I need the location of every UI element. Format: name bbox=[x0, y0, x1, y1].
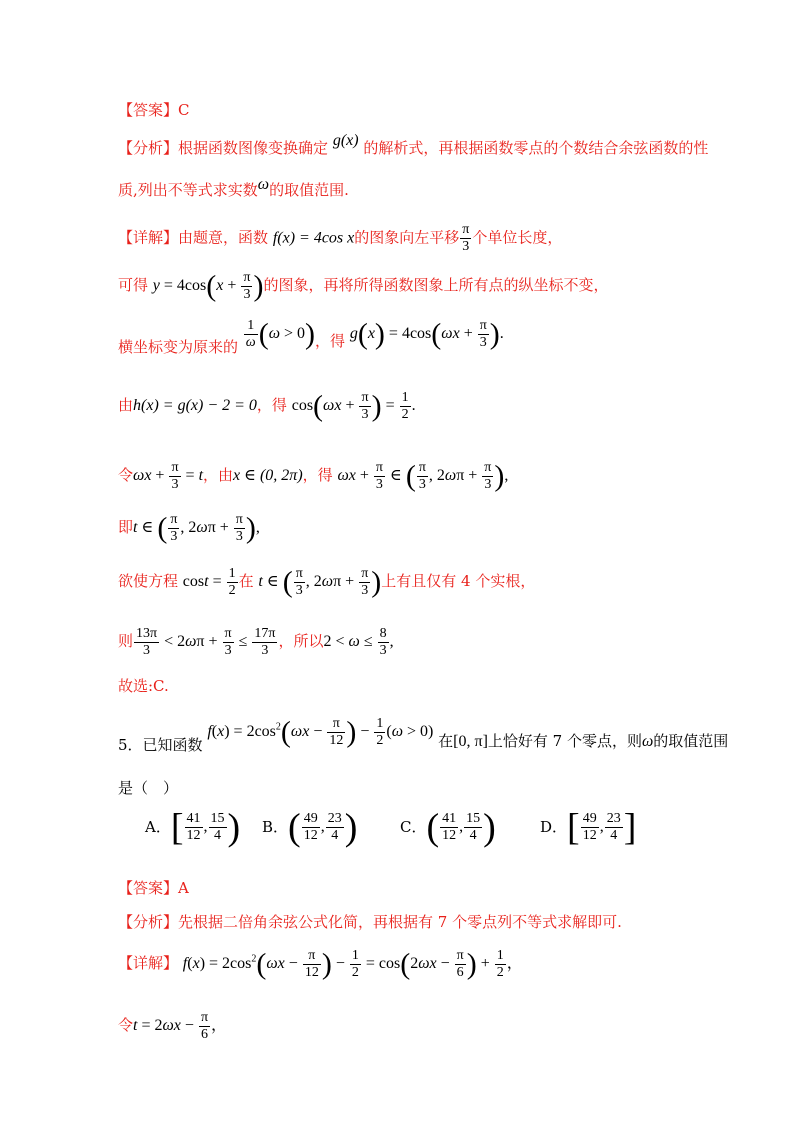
q5-analysis-line bbox=[118, 912, 622, 932]
answer-tag: 【答案】 bbox=[118, 101, 179, 119]
detail-line-1 bbox=[118, 222, 562, 255]
detail-text: 由 bbox=[118, 396, 134, 415]
option-label: A． bbox=[145, 818, 171, 837]
analysis-text: 根据函数图像变换确定 bbox=[178, 139, 329, 157]
math-omega: ω bbox=[641, 733, 654, 751]
detail-line-7 bbox=[118, 566, 535, 599]
detail-text: 由题意，函数 bbox=[178, 228, 269, 247]
math-t-def: ωx + $\frac{\pi}{3}$ = t bbox=[133, 460, 204, 492]
option-label: D． bbox=[540, 818, 568, 837]
math-q5-simplify: $f(x) = 2\cos^2(\omega x$ − $\frac{\pi}{12}$ ) − $\frac{1}{2}$ = cos(2ωx − $\frac{\pi}{6}$ ) + $\frac{1}{2}$ bbox=[182, 947, 504, 981]
math-cost-eq: cost = $\frac{1}{2}$ bbox=[182, 566, 236, 598]
analysis-text: 先根据二倍角余弦公式化简，再根据有 7 个零点列不等式求解即可. bbox=[178, 913, 622, 931]
analysis-text-3: 质,列出不等式求实数 bbox=[118, 181, 258, 199]
detail-text: 令 bbox=[118, 1016, 134, 1035]
detail-line-4 bbox=[118, 390, 416, 423]
analysis-line bbox=[118, 132, 709, 159]
answer-line bbox=[118, 100, 190, 120]
q5-answer-line bbox=[118, 878, 189, 898]
detail-line-3 bbox=[118, 317, 504, 357]
punct: ， bbox=[506, 955, 523, 973]
math-interval: [0, π] bbox=[453, 733, 488, 751]
detail-text: 则 bbox=[118, 632, 134, 651]
math-hx: h(x) = g(x) − 2 = 0 bbox=[133, 397, 257, 415]
analysis-tag: 【分析】 bbox=[118, 139, 179, 157]
detail-text: ，得 bbox=[315, 332, 346, 351]
math-omega-range: 2 < ω ≤ $\frac{8}{3}$ , bbox=[323, 626, 394, 658]
detail-tag: 【详解】 bbox=[118, 954, 179, 973]
detail-text: 横坐标变为原来的 bbox=[118, 338, 239, 357]
answer-value: C bbox=[178, 101, 190, 119]
stem-text: 的取值范围 bbox=[653, 732, 729, 751]
math-range-expr: ωx + $\frac{\pi}{3}$ ∈ ( $\frac{\pi}{3}$ , 2ωπ + $\frac{\pi}{3}$ ), bbox=[337, 459, 509, 493]
answer-tag: 【答案】 bbox=[118, 879, 179, 897]
stem-text: 在 bbox=[438, 732, 454, 751]
option-math: ( $\frac{41}{12}$ , $\frac{15}{4}$ ) bbox=[426, 806, 496, 848]
analysis-text-4: 的取值范围. bbox=[269, 181, 349, 199]
analysis-tag: 【分析】 bbox=[118, 913, 179, 931]
analysis-line-2 bbox=[118, 176, 349, 201]
punct: ， bbox=[211, 1017, 228, 1035]
detail-line-5 bbox=[118, 460, 508, 493]
math-t-range-2: t ∈ ( $\frac{\pi}{3}$ , 2ωπ + $\frac{\pi}{3}$ ) bbox=[258, 565, 382, 599]
math-gx: g(x) bbox=[332, 132, 359, 149]
detail-text: 欲使方程 bbox=[118, 572, 179, 591]
question-5-stem-2 bbox=[118, 778, 178, 798]
option-math: [ $\frac{49}{12}$ , $\frac{23}{4}$ ] bbox=[567, 806, 637, 848]
detail-line-9 bbox=[118, 676, 169, 696]
math-gx-expr: g(x) = 4cos(ωx + $\frac{\pi}{3}$ ). bbox=[349, 317, 504, 351]
math-x-range: x ∈ (0, 2π) bbox=[233, 467, 303, 485]
detail-text: 上有且仅有 4 个实根， bbox=[381, 572, 536, 591]
option-math: [ $\frac{41}{12}$ , $\frac{15}{4}$ ) bbox=[170, 806, 241, 848]
detail-text: 即 bbox=[118, 518, 134, 537]
option-a[interactable] bbox=[145, 808, 240, 846]
answer-value: A bbox=[178, 879, 189, 897]
detail-text: 的图象，再将所得函数图象上所有点的纵坐标不变， bbox=[263, 276, 609, 295]
math-q5-fx: $f(x) = 2\cos^2(\omega x$ − $\frac{\pi}{12}$ ) − $\frac{1}{2}$ (ω > 0) bbox=[207, 715, 434, 749]
math-q5-t: t = 2ωx − $\frac{\pi}{6}$ bbox=[133, 1010, 209, 1042]
detail-line-8 bbox=[118, 626, 394, 659]
math-inequality: $\frac{13\pi}{3}$ < 2ωπ + $\frac{\pi}{3}$ ≤ $\frac{17\pi}{3}$ bbox=[136, 626, 276, 658]
q5-detail-line-2 bbox=[118, 1010, 227, 1043]
detail-text: 令 bbox=[118, 466, 134, 485]
detail-text: ，所以 bbox=[278, 632, 324, 651]
math-fx: f(x) = 4cos x bbox=[272, 229, 355, 247]
math-cos-eq: cos(ωx + $\frac{\pi}{3}$ ) = $\frac{1}{2}$ . bbox=[291, 389, 416, 423]
option-b[interactable] bbox=[262, 808, 357, 846]
math-frac-pi3 bbox=[460, 222, 471, 255]
detail-text: ，得 bbox=[256, 396, 287, 415]
detail-text: ，得 bbox=[302, 466, 333, 485]
option-d[interactable] bbox=[540, 808, 636, 846]
q5-detail-line bbox=[118, 948, 523, 981]
detail-text: 在 bbox=[238, 572, 254, 591]
detail-text: 个单位长度， bbox=[472, 228, 563, 247]
frac-den: 3 bbox=[462, 239, 470, 254]
math-t-range: t ∈ ( $\frac{\pi}{3}$ , 2ωπ + $\frac{\pi}{3}$ ), bbox=[133, 511, 260, 545]
detail-line-6 bbox=[118, 512, 260, 545]
option-label: B． bbox=[262, 818, 289, 837]
math-omega: ω bbox=[257, 176, 270, 193]
math-one-over-omega: $\frac{1}{\omega}$ (ω > 0) bbox=[245, 317, 316, 351]
question-5-stem bbox=[118, 715, 729, 755]
detail-line-2 bbox=[118, 270, 609, 303]
detail-text: 故选:C. bbox=[118, 677, 169, 695]
math-y-expr: y = 4cos(x + $\frac{\pi}{3}$ ) bbox=[152, 269, 264, 303]
detail-text: ，由 bbox=[203, 466, 234, 485]
analysis-text-2: 的解析式，再根据函数零点的个数结合余弦函数的性 bbox=[363, 139, 709, 157]
frac-num: π bbox=[462, 222, 470, 237]
detail-tag: 【详解】 bbox=[118, 228, 179, 247]
option-c[interactable] bbox=[400, 808, 496, 846]
option-math: ( $\frac{49}{12}$ , $\frac{23}{4}$ ) bbox=[288, 806, 358, 848]
stem-text: 上恰好有 7 个零点，则 bbox=[487, 732, 642, 751]
question-number: 5．已知函数 bbox=[118, 736, 203, 755]
detail-text: 的图象向左平移 bbox=[354, 228, 460, 247]
stem-text: 是（ ） bbox=[118, 779, 179, 797]
option-label: C． bbox=[400, 818, 427, 837]
detail-text: 可得 bbox=[118, 276, 149, 295]
